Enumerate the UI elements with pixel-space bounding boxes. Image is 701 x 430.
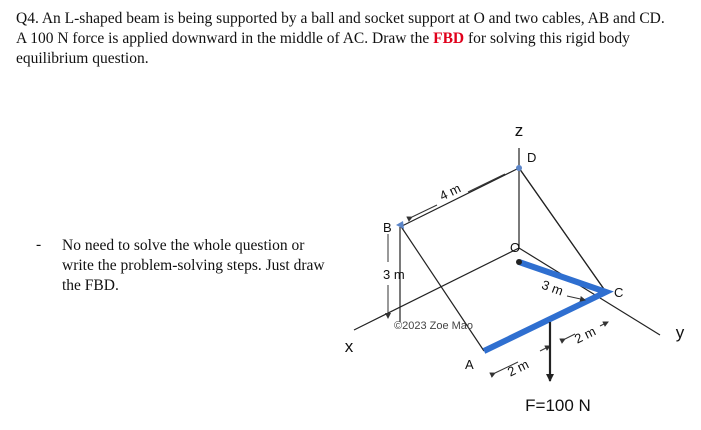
copyright-watermark: ©2023 Zoe Mao bbox=[394, 320, 474, 332]
point-d-marker bbox=[516, 165, 522, 171]
note-text: No need to solve the whole question or write the problem-solving steps. Just draw the FBD. bbox=[62, 237, 325, 294]
fbd-highlight: FBD bbox=[433, 30, 465, 47]
question-suffix: for solving this rigid body equilibrium question. bbox=[16, 30, 630, 67]
force-label: F=100 N bbox=[525, 396, 591, 415]
dim-label-oc: 3 m bbox=[539, 277, 566, 299]
dim-oc bbox=[567, 296, 585, 300]
dim-label-am: 2 m bbox=[505, 356, 532, 380]
x-axis-label: x bbox=[344, 337, 354, 356]
dim-am-right bbox=[540, 346, 550, 351]
y-axis-label: y bbox=[675, 323, 685, 342]
label-o: O bbox=[510, 240, 521, 255]
dim-label-ob: 4 m bbox=[437, 180, 464, 204]
wall-top-edge bbox=[400, 168, 519, 227]
point-o-marker bbox=[516, 259, 522, 265]
x-axis bbox=[354, 248, 519, 330]
dim-ca-right bbox=[600, 322, 608, 326]
question-prefix: Q4. An L-shaped beam is being supported by a ball and socket support at O and two cables, AB and CD. A 100 N force is applied downward in the middle of AC. Draw the bbox=[16, 10, 665, 47]
label-d: D bbox=[527, 150, 537, 165]
cable-cd bbox=[519, 168, 606, 292]
note-bullet: - bbox=[36, 236, 42, 253]
cable-ab bbox=[400, 225, 484, 351]
dim-4m-right bbox=[468, 174, 505, 192]
dim-label-bvert: 3 m bbox=[383, 267, 405, 282]
label-c: C bbox=[614, 285, 624, 300]
dim-label-ca: 2 m bbox=[572, 323, 599, 347]
label-b: B bbox=[383, 220, 392, 235]
label-a: A bbox=[465, 357, 474, 372]
z-axis-label: z bbox=[514, 121, 524, 140]
